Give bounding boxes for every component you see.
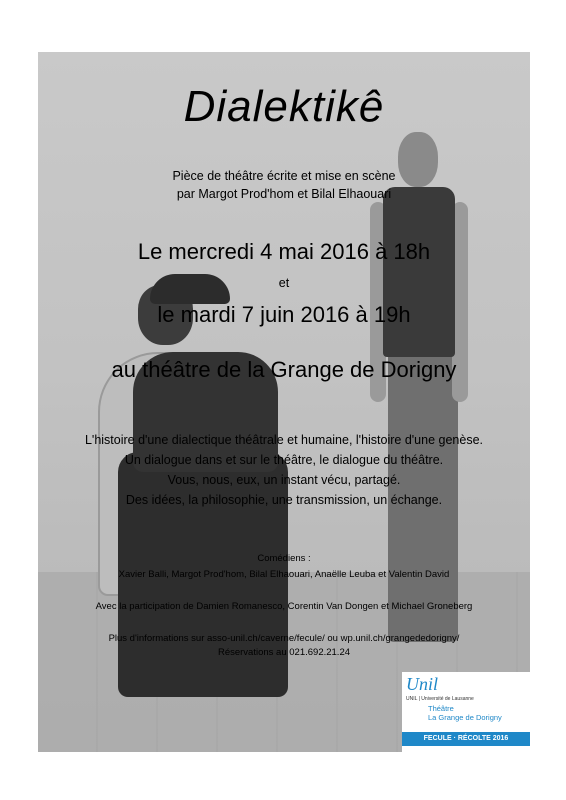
subtitle-line-1: Pièce de théâtre écrite et mise en scène — [172, 169, 396, 183]
date-2: le mardi 7 juin 2016 à 19h — [157, 302, 411, 327]
description-line: Vous, nous, eux, un instant vécu, partagé. — [167, 473, 401, 487]
actors-label: Comédiens : — [257, 553, 311, 564]
description-line: Un dialogue dans et sur le théâtre, le dialogue du théâtre. — [124, 453, 444, 467]
venue: au théâtre de la Grange de Dorigny — [111, 357, 457, 382]
poster-text — [38, 52, 530, 752]
actors-list: Xavier Balli, Margot Prod'hom, Bilal Elhaouari, Anaëlle Leuba et Valentin David — [118, 569, 450, 580]
poster-subtitle — [38, 167, 530, 203]
subtitle-line-2: par Margot Prod'hom et Bilal Elhaouari — [176, 187, 392, 201]
description — [38, 430, 530, 510]
theatre-name — [428, 704, 502, 722]
unil-brand: Unil — [406, 674, 439, 694]
fecule-band: FECULE · RÉCOLTE 2016 — [402, 732, 530, 746]
date-conjunction: et — [278, 276, 290, 290]
unil-logo — [402, 672, 530, 752]
description-line: L'histoire d'une dialectique théâtrale et humaine, l'histoire d'une genèse. — [84, 433, 483, 447]
theatre-line-2: La Grange de Dorigny — [428, 713, 502, 722]
unil-brand-sub: UNIL | Université de Lausanne — [406, 696, 474, 702]
reservations: Réservations au 021.692.21.24 — [217, 647, 351, 658]
description-line: Des idées, la philosophie, une transmission, un échange. — [125, 493, 443, 507]
participation: Avec la participation de Damien Romanesco, Corentin Van Dongen et Michael Groneberg — [95, 601, 473, 612]
theatre-line-1: Théâtre — [428, 704, 454, 713]
info-links: Plus d'informations sur asso-unil.ch/caverne/fecule/ ou wp.unil.ch/grangededorigny/ — [108, 633, 460, 644]
date-1: Le mercredi 4 mai 2016 à 18h — [137, 239, 431, 264]
poster-title: Dialektikê — [183, 82, 385, 131]
